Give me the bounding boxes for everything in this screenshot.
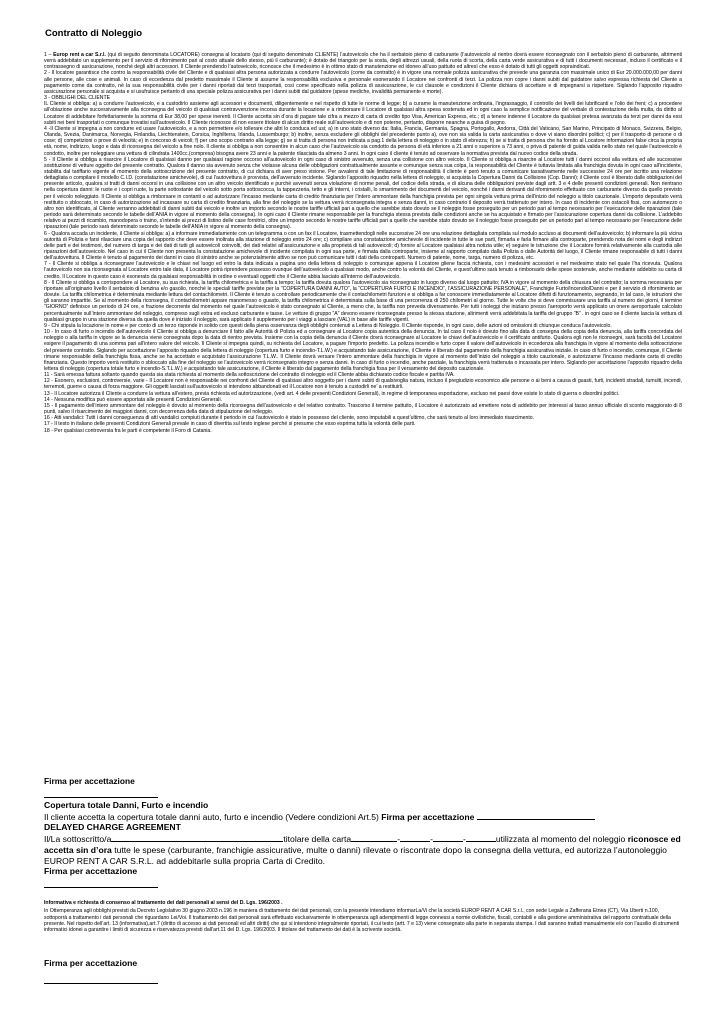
clause-1-text: (qui di seguito denominata LOCATORE) consegna al locatario (qui di seguito denominato CLIENTE) l’autoveicolo che ha il serbatoio pieno di carburante (l’autoveicolo al rientro dovrà essere riconsegnato con il serbatoio pieno di carburante, altrimenti verrà addebitato un supplemento per il servizio di rifornimento pari al costo attuale dello stesso, più il carburante); è dotato del triangolo per la sosta, degli attrezzi usuali, della ruota di scorta, della carta verde assicurativa e di tutti i documenti necessari, incluso il certificato e il contrassegno di assicurazione, nonché degli altri accessori. Il Cliente prendendo l’autoveicolo, riconosce che il medesimo è in ottimo stato di manutenzione ed idoneo all’uso pattuito ed altresì che esso è dotato di tutti gli oggetti sopraindicati. (44, 52, 683, 71)
coverage-heading: Copertura totale Danni, Furto e incendio (44, 800, 209, 810)
signature-line-3[interactable] (44, 983, 158, 984)
coverage-section (44, 800, 694, 877)
card-holder-label: titolare della carta (283, 834, 352, 845)
clause-17: 17 - Il testo in italiano delle presenti Condizioni Generali prevale in caso di divertita sul testo inglese perché si presume che esso esprima tutta la volontà delle parti. (44, 421, 416, 428)
card-used-text: utilizzata al momento del noleggio (495, 834, 626, 845)
clause-9: 9 - Chi stipula la locazione in nome e per conto di un terzo risponde in solido con questi della piena osservanza degli obblighi contenuti a Lettera di Noleggio. Il Cliente risponde, in ogni caso, delle azioni od omissioni di chiunque conduca l’autoveicolo. (44, 322, 612, 329)
clause-11: 11 - Sarà emessa fattura soltanto quando questa sia stata richiesta al momento della sottoscrizione del contratto di noleggio ed il Cliente abbia dichiarato codice fiscale e partita IVA. (44, 372, 455, 379)
privacy-section (44, 900, 682, 934)
clause-2: 2 - Il locatore garantisce che contro la responsabilità civile del Cliente e di qualsiasi altra persona autorizzata a condurre l’autoveicolo (come da contratto) è in vigore una normale polizza assicurativa che prevede una garanzia con massimale unico di Eur 20.000.000,00 per danni alle persone, alle cose e animali. In caso di eccedenza dal predetto massimale il Cliente si assume la responsabilità esclusiva e personale esonerando il Locatore nei confronti di terzi. La polizza non copre i danni subiti dal guidatore salvo espressa richiesta del Cliente a pagamento come da contratto, né la sua responsabilità civile per i danni riportati dai terzi trasportati, così come specificato nella polizza di assicurazione, le cui clausole e condizioni il Cliente dichiara di accettare e di impegnarsi a rispettare. Siglando l’apposito riquadro assicurazione personale si acquista e si usufruisce pertanto di una speciale polizza assicurativa per i danni subiti dal guidatore (spese mediche, invalidità permanente e morte). (44, 70, 682, 95)
clause-3: IL Cliente si obbliga: a) a condurre l’autoveicolo, e a custodirlo assieme agli accessori e documenti, diligentemente e nel rispetto di tutte le norme di legge; b) a curarne la manutenzione ordinaria, l’ingrassaggio, il controllo dei livelli dei lubrificanti e l’olio dei freni; c) a procedere all’obiazione anche successivamente alla riconsegna del veicolo di qualsiasi contravvenzione incorsa durante la locazione e a rimborsare il Locatore di qualsiasi altra spesa sostenuta ed in ogni caso la semplice notificazione del verbale di contestazione della multa, da diritto al Locatore di addebitare forfettariamente la somma di Eur 38,00 per spese inerenti. Il Cliente accetta sin d’ora di pagare tale cifra a mezzo di carta di credito tipo Visa, American Express, etc.; d) a tenere indenne il Locatore da qualsiasi pretesa avanzata da terzi per danni da essi subiti nei beni trasportati o comunque trovatisi sull’autoveicolo. Il Cliente riconosce di non essere titolare di alcun diritto reale sull’autoveicolo e di non poterne, pertanto, disporre neanche a guisa di pegno. (44, 101, 682, 126)
clause-14: 14 - Nessuna modifica può essere apportata alle presenti Condizioni Generali. (44, 396, 223, 403)
signature-line-2[interactable] (44, 887, 158, 888)
document-title: Contratto di Noleggio (45, 28, 143, 39)
card-number-field-4[interactable] (466, 833, 496, 842)
clause-13: 13 - Il Locatore autorizza il Cliente a condurre la vettura all’estero, previa richiesta ed autorizzazione, (vedi art. 4 delle presenti Condizioni Generali), in regime di temporanea esportazione, escluso nei paesi dove esiste lo stato di guerra o disordini politici. (44, 390, 620, 397)
signer-name-field[interactable] (111, 833, 283, 842)
signature-label-1: Firma per accettazione (44, 776, 135, 786)
clause-4: 4 -Il Cliente si impegna a non condurre ed usare l’autoveicolo, e a non permettere e/o tollerare che altri lo conduca ed usi; a) in uno stato diverso da: Italia, Francia, Germania, Spagna, Portogallo, Andorra, Città del Vaticano, San Marino, Principato di Monaco, Svizzera, Belgio, Olanda, Svezia, Danimarca, Norvegia, Finlandia, Liechtenstein, Corsica, Inghilterra, Irlanda, Lussemburgo; b) inoltre, senza escludere gli obblighi del precedente punto a), ove non sia valida la carta assicurativa o dove vi siano disordini politici; c) per il trasporto di persone o di cose; d) competizioni o prove di velocità; e) in concorso di veicoli; f) per uno scopo contrario alla legge; g) se si tratta di persona non indicata a pag.1 della lettera di noleggio o in stato di ebrezza; h) se si tratta di persona che ha fornito al Locatore informazioni false circa la propria età, nome, indirizzo, luogo e data di riconsegna del veicolo a fine nolo. Il cliente si obbliga a non consentire in alcun caso che l’autoveicolo sia condotto da persona di età inferiore a 21 anni o superiore a 73 anni, o priva di patente di guida valida nello stato nel quale l’autoveicolo è condotto, inoltre per noleggiare una vettura di cilindrata 1400cc.(compresa) bisogna avere 23 anni e la patente rilasciata da almeno 3 anni. In ogni caso il cliente è tenuto ad osservare la normativa prevista dal nuovo codice della strada. (44, 125, 682, 157)
clause-1: 1 – Europ rent a car S.r.l. (qui di seguito denominata LOCATORE) consegna al locatario (qui di seguito denominato CLIENTE) l’autoveicolo che ha il serbatoio pieno di carburante (l’autoveicolo al rientro dovrà essere riconsegnato con il serbatoio pieno di carburante, altrimenti verrà addebitato un supplemento per il servizio di rifornimento pari al costo attuale dello stesso, più il carburante); è dotato del triangolo per la sosta, degli attrezzi usuali, della ruota di scorta, della carta verde assicurativa e di tutti i documenti necessari, incluso il certificato e il contrassegno di assicurazione, nonché degli altri accessori. Il Cliente prendendo l’autoveicolo, riconosce che il medesimo è in ottimo stato di manutenzione ed idoneo all’uso pattuito ed altresì che esso è dotato di tutti gli oggetti sopraindicati. (44, 52, 683, 71)
clause-6: 6 - Qualora accada un incidente, il Cliente si obbliga: a) a informare immediatamente con un telegramma o con un fax il Locatore, trasmettendogli nelle successive 24 ore una relazione dettagliata compilata sul modulo accluso ai documenti dell’autoveicolo; b) informare la più vicina autorità di Polizia e farsi rilasciare una copia del rapporto che deve essere inoltrata alla stazione di noleggio entro 24 ore; c) compilare una constatazione amichevole di incidente in tutte le sue parti, firmarla e farla firmare alla controparte, prendendo nota dei nomi e degli indirizzi delle parti e dei testimoni, del numero di targa e dei dati di tutti gli autoveicoli coinvolti, dei dati relativi all’assicurazione e alla proprietà di tali autoveicoli; d) fornire al Locatore qualsiasi altra notizia utile; e) seguire le istruzione che il Locatore fornirà relativamente alla custodia alle riparazioni dell’autoveicolo. Nel caso in cui il Cliente non presenta la constatazione amichevole di incidente compilata in ogni sua parte, e firmata dalla controparte, insieme al rapporto compilato dalla Polizia o dalle Autorità del luogo, il Cliente rimane responsabile di tutti i danni dell’autovettura. Il Cliente è tenuto al pagamento dei danni in caso di sinistro anche se potenzialmente attivo se non può comunicare tutti i dati della controparti. Numero di patente, nome, targa, numero di polizza, etc. (44, 230, 682, 262)
privacy-title: Informativa e richiesta di consenso al trattamento dei dati personali ai sensi del D. Lgs. 196/2003 . (44, 900, 283, 906)
card-number-field-1[interactable] (351, 833, 397, 842)
delayed-charge-text (44, 833, 694, 866)
clause-5: 5 - Il Cliente si obbliga a risarcire il Locatore di qualsiasi danno per qualsiasi ragione occorso all’autoveicolo in ogni caso di sinistro avvenuto, senza una collisione con altro veicolo. Il Cliente si obbliga a risarcire al Locatore tutti i danni occorsi alla vettura ed alle successive sostituzione di vetture oggetto del presente contratto. Qualora il danno sia avvenuto senza che violasse alcuna delle obbligazioni contrattualmente assunte e comunque senza sua colpa, la responsabilità del Cliente è tuttavia limitata alla franchigia dovuta in ogni caso all’incidente, stabilita dal tariffario vigente al momento della sottoscrizione del presente contratto, di cui dichiara di aver preso visione. Per avvalersi di tale limitazione di responsabilità il cliente è però tenuto a comunicare tassativamente nelle successive 24 ore per iscritto una relazione dettagliata o compilare il modello C.I.D. (constatazione amichevole), di cui l’autovettura è provvista, dell’avvenuto incidente. Siglando l’apposito riquadro nella lettera di noleggio, si acquista la Copertura Danni da Collisione (Cop. Danni); il Cliente così è liberato dalle obbligazioni del presente articolo, qualora si tratti di danni occorsi in una collisione con un altro veicolo identificato e purché avvenuti senza violazione di norme penali, del codice della strada, e di alcuna delle obbligazioni previste dagli artt. 3 e 4 delle presenti condizioni generali. Non rientrano nella copertura danni: le ruote e i copri ruote, la parte sottostante del veicolo sotto porta sottoscocca, la tappezzeria, tetto e gli interni, i cristalli, lo smarrimento dei documenti del veicolo, nonché i danni derivanti dal rifornimento effettuato con carburante diverso da quello previsto per il veicolo noleggiato. Il Cliente si obbliga a rimborsare in contanti o ad autorizzare l’incasso mediante carta di credito finanziaria per l’intero ammontare della franchigia prevista per ogni singola vettura prima dell’inizio del noleggio a titolo cauzionale. L’importo depositato verrà restituito o sbloccato, in caso di autorizzazione ad incassare su carta di credito finanziaria, alla fine del noleggio se la vettura verrà riconsegnata integra e senza danni, in caso contrario il deposito verrà trattenuto per intero. In caso di incidente con ostacoli fissi, con automezzo o altro non identificato, al Cliente verranno addebitati di danni subiti dal veicolo e inoltre un importo secondo le nostre tariffe ufficiali pari a quello che sarebbe stato dovuto se il noleggio fosse proseguito per un periodo pari al tempo necessario per l’esecuzione delle riparazioni (tale periodo sarà determinato secondo le tabelle dell’ANIA in vigore al momento della consegna). In ogni caso il Cliente rimane responsabile per la franchigia stessa prevista dalle condizioni anche se ha acquistato e firmato per l’assicurazione copertura danni da collisione. L’addebito relativo ai pezzi di ricambio, manodopera o traino, s’intende ai prezzi di listino delle case fornitrici, oltre un importo secondo le nostre tariffe ufficiali pari a quello che sarebbe stato dovuto se il noleggio fosse proseguito per un periodo pari al tempo necessario per l’esecuzione delle riparazioni (tale periodo sarà determinato secondo le tabelle dell’ANIA in vigore al momento della consegna). (44, 156, 682, 231)
coverage-line (44, 811, 694, 823)
privacy-signature-label: Firma per accettazione (44, 958, 138, 968)
clause-3-heading: 3 - OBBLIGHI DEL CLIENTE (44, 95, 111, 102)
clause-15: 15 - Il pagamento dell’intero ammontare del noleggio è dovuto al momento della riconsegna dell’autoveicolo e del relativo contratto. Trascorso il termine pattuito, il Locatore è autorizzato ad emettere nota di addebito per interessi al tasso annuo ufficiale di sconto maggiorato di 8 punti, salvo il risarcimento dei maggiori danni, con decorrenza della data di stipulazione del noleggio. (44, 402, 682, 416)
coverage-signature-label: Firma per accettazione (44, 866, 138, 877)
card-sep-1: - (397, 834, 401, 845)
contract-conditions (44, 52, 682, 434)
signature-line-1[interactable] (44, 797, 158, 798)
clause-8: 8 - Il Cliente si obbliga a corrispondere al Locatore, su sua richiesta, la tariffa chilometrica e la tariffa a tempo; la tariffa dovuta qualora l’autoveicolo sia riconsegnato in luogo diverso dal luogo pattuito; IVA in vigore al momento della chiusura del contratto; la somma necessaria per riportare all’originario livello il serbatoio di benzina e/o gasolio, nonché le speciali tariffe previste per la “COPERTURA DANNI AUTO”, la “COPERTURA FURTO E INCENDIO”, l’ASSICURAZIONE PERSONALE”, Franchigie Furto/Incendio/Danni e per il servizio di rifornimento se dovute. La tariffa chilometrica è determinata mediante lettura del contachilometri. Il Cliente è tenuto a controllare periodicamente che il contachilometri funzioni e si obbliga a far conoscere immediatamente al Locatore difetti di funzionamento, segnando, in tal caso, le istruzioni che gli saranno impartite. Se al momento della riconsegna, il contachilometri appare manomesso o guasto, la tariffa chilometrica è determinata sulla base di una percorrenza di 250 chilometri al giorno. Tutte le volte che si deve commisurare una tariffa al numero dei giorni, il termine “GIORNO” definisce un periodo di 24 ore, e frazione decorrente dal momento nel quale l’autoveicolo è stato consegnato al Cliente, a meno che, la tariffa non preveda diversamente. Per tutti i noleggi che iniziano presso l’aeroporto verrà applicato un onere aeroportuale calcolato percentualmente sull’intero ammontare del noleggio, compreso sugli extra ed escluso carburante e tasse. Le vetture di gruppo “A” devono essere riconsegnate presso la stessa stazione, altrimenti verrà addebitata la tariffa del gruppo “B” . in ogni caso se il cliente lascia la vettura di qualsiasi gruppo in una stazione diversa da quella dove è iniziato il noleggio, sarà applicato il supplemento per i viaggi a lasciare (VAL) in base alle tariffe vigenti. (44, 279, 682, 323)
clause-10: 10 - In caso di furto o incendio dell’autoveicolo il Cliente si obbliga a denunciare il fatto alle Autorità di Polizia ed a consegnare al Locatore copia autentica della denuncia. In tal caso il nolo è dovuto fino alla data di consegna della copia della denuncia, alla tariffa concordata del noleggio o alla tariffa in vigore se la denuncia viene consegnata dopo la data di rientro prevista. Insieme con la copia della denuncia il Cliente dovrà riconsegnare al Locatore le chiavi dell’autoveicolo e il certificato antifurto. Qualora egli non le riconsegni, sarà facoltà del Locatore esigere il pagamento di una somma pari all’intero valore del veicolo. Il Cliente si impegna quindi, su richiesta del Locatore, a pagare l’importo predetto. La polizza incendio e furto copre il valore dell’autoveicolo in eccedenza alla franchigia in vigore al momento della sottoscrizione del presente contratto. Siglando per accettazione l’apposito riquadro della lettera di noleggio (copertura furto e incendio-T.L.W.) e acquistando tale assicurazione, il Cliente è liberato dal pagamento della franchigia assicurativa iniziale. In caso di furto o incendio, comunque, il Cliente rimane responsabile della franchigia fissa, anche se ha accettato e acquistato l’assicurazione T.L.W.. Il Cliente dovrà versare l’intero ammontare della franchigia in vigore al momento dell’inizio del noleggio a titolo cauzionale, o autorizzarne l’incasso mediante carta di credito finanziaria. Questo importo verrà restituito o sbloccato alla fine del noleggio se l’autoveicolo verrà riconsegnato integro e senza danni. In caso di furto o incendio, anche parziale, la franchigia verrà trattenuta o incassata per intero. Siglando per accettazione l’apposito riquadro della lettera di noleggio (copertura totale furto e incendio-S.T.L.W.) e acquistando tale assicurazione, il Cliente è liberato dal pagamento della franchigia fissa per il versamento del deposito cauzionale. (44, 329, 682, 372)
clause-16: 16 - Atti vandalici: Tutti i danni conseguenza di atti vandalici compiuti durante il periodo in cui l’autoveicolo è stato in possesso del cliente, sono imputabili a quest’ultimo, che sarà tenuto al loro immediato risarcimento. (44, 415, 535, 422)
coverage-text: Il cliente accetta la copertura totale danni auto, furto e incendio (Vedere condizioni Art.5) (44, 811, 379, 822)
card-number-field-3[interactable] (433, 833, 463, 842)
card-sep-2: - (430, 834, 433, 845)
coverage-sign-field[interactable] (477, 811, 595, 820)
clause-7: 7 - Il Cliente si obbliga a riconsegnare l’autoveicolo e le chiavi nel luogo ed entro la data indicata a pagina uno della lettera di noleggio o comunque appena il Locatore gliene faccia richiesta, con i medesimi accessori e nel medesimo stato nel quale l’ha ricevuta. Qualora l’autoveicolo non sia riconsegnata al Locatore entro tale data, il Locatore potrà riprendere possesso ovunque dell’autoveicolo a qualsiasi modo, anche contro la volontà del Cliente, e quest’ultimo sarà tenuto a rimborsarlo delle spese sostenute, anche mediante addebito su carta di credito. Il Locatore in questo caso è esonerato da qualsiasi responsabilità in ordine o eventuali oggetti che il Cliente abbia lasciato all’interno dell’autoveicolo. (44, 261, 682, 280)
card-sep-3: - (462, 834, 466, 845)
signer-prefix: Il/La sottoscritto/a (44, 834, 112, 845)
coverage-sign-label: Firma per accettazione (381, 811, 475, 822)
clause-1-company: Europ rent a car S.r.l. (53, 52, 106, 58)
privacy-text: In Ottemperanza agli obblighi previsti da Decreto Legislativo 30 giugno 2003 n.196 in maniera di trattamento dei dati personali, con la presente intendiamo informarLa/Vi che la società EUROP RENT A CAR S.r.l., con sede Legale a Zafferana Etnea (CT), Via Uberti n.100, sottoporrà a trattamento i dati personali che riguardano Lei/Voi. Il trattamento dei dati personali sarà effettuato esclusivamente in ottemperanza agli adempimenti di legge connessi a norme civilistiche, fiscali, contabili e alla gestione amministrativa del rapporto contrattuale della presente. Nel rispetto dell’art. 13 (informativa),art.7 (diritto di accesso ai dati personali ed altri diritti) che qui si intendono integralmente riportati, il cui testo (artt. 7 e 13) viene consegnato alla parte in separata stampa. I dati saranno trattati manualmente e/o con l’ausilio di strumenti informatici idonei a garantire i limiti di sicurezza e riservatezza previsti dall’art.11 del D. Lgs. 196/2003. Il titolare del trattamento dei dati è la scrivente società. (44, 908, 680, 934)
card-number-field-2[interactable] (400, 833, 430, 842)
delayed-charge-heading: DELAYED CHARGE AGREEMENT (44, 822, 181, 833)
clause-12: 12 - Esonero, esclusioni, controversie, varie - Il Locatore non è responsabile nei confronti del Cliente di qualsiasi altro soggetto per i danni subiti di qualsivoglia natura, incluso il pregiudizio economico alle persone o ai beni a causa di guasti, furti, incidenti stradali, tumulti, incendi, terremoti, guerre o causa di forza maggiore. Gli oggetti lasciati sull’autoveicolo si intendono abbandonati ed il Locatore non è tenuto a custodirli ne’ a restituirli. (44, 378, 682, 391)
clause-18: 18 - Per qualsiasi controversia fra le parti è competente il Foro di Catania. (44, 427, 212, 434)
acceptance-rest: tutte le spese (carburante, franchigie assicurative, multe o danni) rilevate o riscontrate dopo la consegna della vettura, ed autorizza l’autonoleggio EUROP RENT A CAR S.R.L. ad addebitarle sulla propria Carta di Credito. (44, 844, 667, 866)
acceptance-bold: riconosce ed accetta sin d’ora (44, 834, 681, 855)
